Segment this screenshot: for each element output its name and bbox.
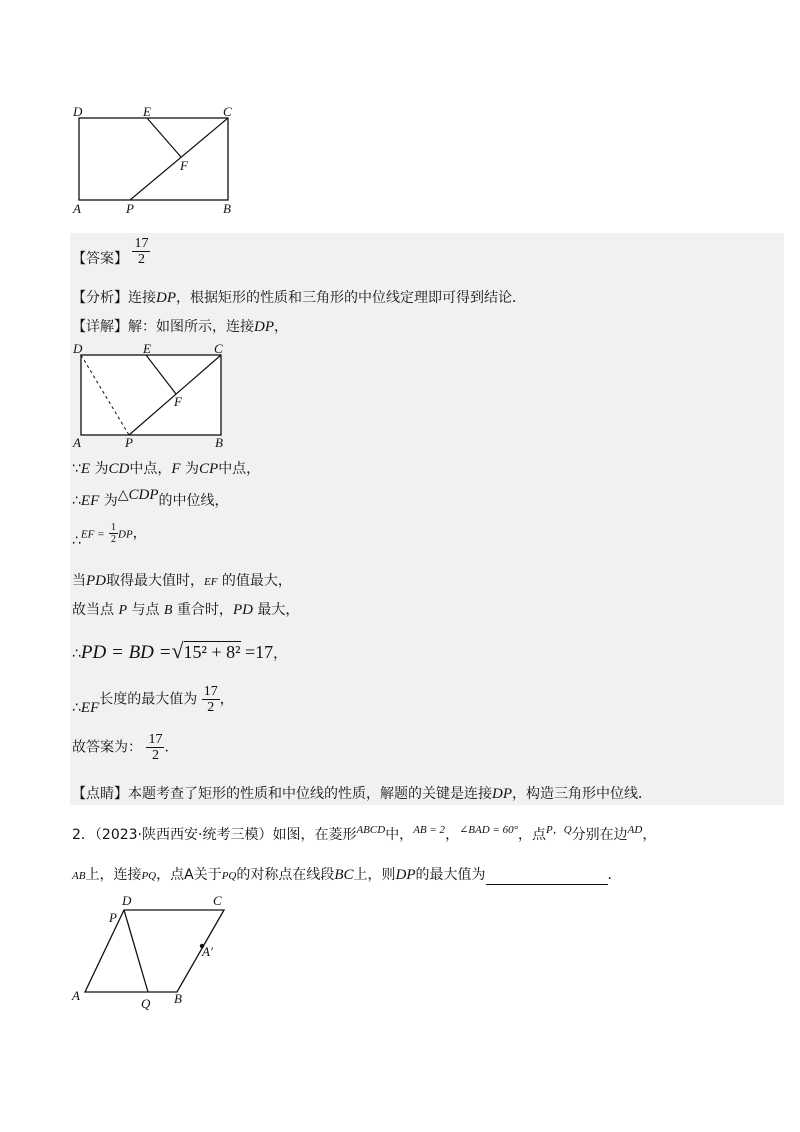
label-e: E [143, 104, 151, 119]
step-7: ∴EF长度的最大值为 $\frac{17}{2}$ ， [72, 684, 234, 716]
label-d: D [122, 893, 132, 908]
final-fraction: $\frac{17}{2}$ [148, 732, 163, 763]
step-3: ∴EF = $\frac{1}{2}$ DP， [72, 522, 147, 549]
label-c: C [223, 104, 232, 119]
problem-number: 2． [72, 827, 95, 843]
label-a: A [73, 201, 81, 216]
label-b: B [174, 991, 182, 1006]
radicand: 15² + 8² [183, 642, 241, 662]
detail-line: 【详解】解：如图所示，连接DP， [72, 319, 288, 335]
step-4: 当PD取得最大值时，EF 的值最大， [72, 573, 292, 589]
label-b: B [215, 435, 223, 450]
detail-tag: 【详解】 [72, 319, 128, 335]
label-a-prime: A′ [202, 944, 213, 959]
label-a: A [73, 435, 81, 450]
answer-blank[interactable] [486, 870, 608, 885]
label-d: D [73, 104, 83, 119]
label-f: F [180, 158, 188, 173]
rectangle-figure-2 [68, 340, 238, 452]
sqrt-sign: √ [171, 638, 184, 663]
half-fraction: $\frac{1}{2}$ [111, 522, 116, 545]
label-f: F [174, 394, 182, 409]
problem-2-line-1: 2．（2023·陕西西安·统考三模）如图，在菱形$^{ABCD}$中，$^{AB = 2}$，$^{\angle BAD = 60^\circ}$，点$^{P,Q}$分别在边$^{AD}$， [72, 824, 657, 843]
problem-2-line-2: AB上，连接PQ，点A关于PQ的对称点在线段BC上，则DP的最大值为 ． [72, 867, 622, 883]
answer-tag: 【答案】 [72, 250, 128, 267]
comment-tag: 【点睛】 [72, 786, 128, 802]
label-q: Q [141, 996, 151, 1011]
analysis-tag: 【分析】 [72, 290, 128, 306]
label-a: A [72, 988, 80, 1003]
label-d: D [73, 341, 83, 356]
label-p: P [109, 910, 117, 925]
label-c: C [213, 893, 222, 908]
rectangle-figure-1 [66, 100, 246, 220]
answer-line [72, 236, 150, 267]
label-p: P [126, 201, 134, 216]
analysis-line: 【分析】连接DP，根据矩形的性质和三角形的中位线定理即可得到结论． [72, 290, 526, 306]
label-p: P [125, 435, 133, 450]
label-e: E [143, 341, 151, 356]
rhombus-figure [64, 890, 254, 1015]
step-2: ∴EF 为△CDP的中位线， [72, 487, 229, 509]
step-6: ∴PD = BD =√15² + 8² =17， [72, 638, 288, 663]
step-5: 故当点 P 与点 B 重合时，PD 最大， [72, 602, 300, 618]
comment-line: 【点睛】本题考查了矩形的性质和中位线的性质，解题的关键是连接DP，构造三角形中位线． [72, 786, 652, 802]
label-b: B [223, 201, 231, 216]
answer-fraction: $\frac{17}{2}$ [134, 236, 149, 267]
step-8: 故答案为： $\frac{17}{2}$ ． [72, 732, 179, 763]
max-fraction: $\frac{17}{2}$ [203, 684, 218, 715]
label-c: C [214, 341, 223, 356]
step-1: ∵E 为CD中点，F 为CP中点， [72, 461, 261, 477]
